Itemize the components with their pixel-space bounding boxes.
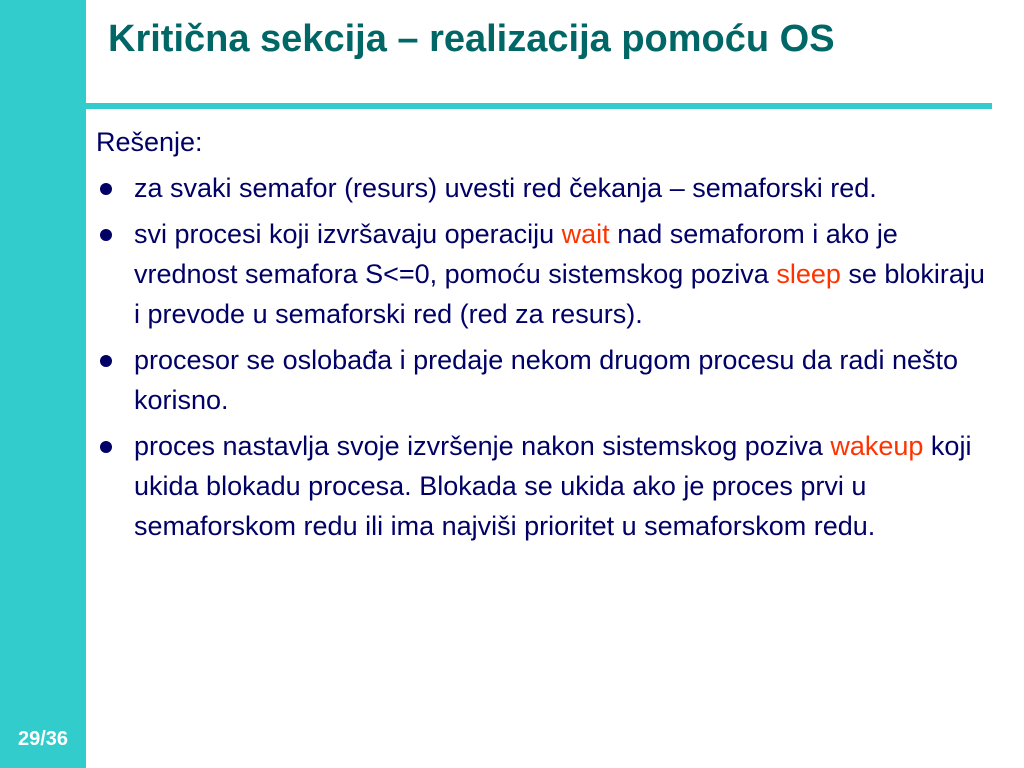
keyword-sleep: sleep <box>776 259 841 289</box>
title-divider <box>86 103 992 109</box>
bullet-text: svi procesi koji izvršavaju operaciju <box>134 219 562 249</box>
sidebar-stripe <box>0 0 86 768</box>
bullet-text: za svaki semafor (resurs) uvesti red čekanja – semaforski red. <box>134 173 877 203</box>
bullet-text: procesor se oslobađa i predaje nekom drugom procesu da radi nešto korisno. <box>134 345 958 415</box>
keyword-wait: wait <box>561 219 610 249</box>
page-number: 29/36 <box>17 728 69 750</box>
bullet-text: se blokiraju i prevode u semaforski red (red za resurs). <box>134 259 985 329</box>
bullet-item <box>96 340 996 420</box>
bullet-item <box>96 168 996 208</box>
bullet-dot-icon <box>100 355 112 367</box>
bullet-text: koji ukida blokadu procesa. Blokada se ukida ako je proces prvi u semaforskom redu ili ima najviši prioritet u semaforskom redu. <box>134 431 972 541</box>
bullet-list <box>96 168 996 546</box>
bullet-dot-icon <box>100 183 112 195</box>
slide-title: Kritična sekcija – realizacija pomoću OS <box>108 18 835 60</box>
bullet-item <box>96 214 996 334</box>
bullet-dot-icon <box>100 441 112 453</box>
bullet-text: nad semaforom i ako je vrednost semafora S<=0, pomoću sistemskog poziva <box>134 219 898 289</box>
slide-body <box>96 122 996 552</box>
keyword-wakeup: wakeup <box>830 431 924 461</box>
bullet-dot-icon <box>100 229 112 241</box>
intro-text: Rešenje: <box>96 127 203 157</box>
bullet-item <box>96 426 996 546</box>
bullet-text: proces nastavlja svoje izvršenje nakon sistemskog poziva <box>134 431 831 461</box>
